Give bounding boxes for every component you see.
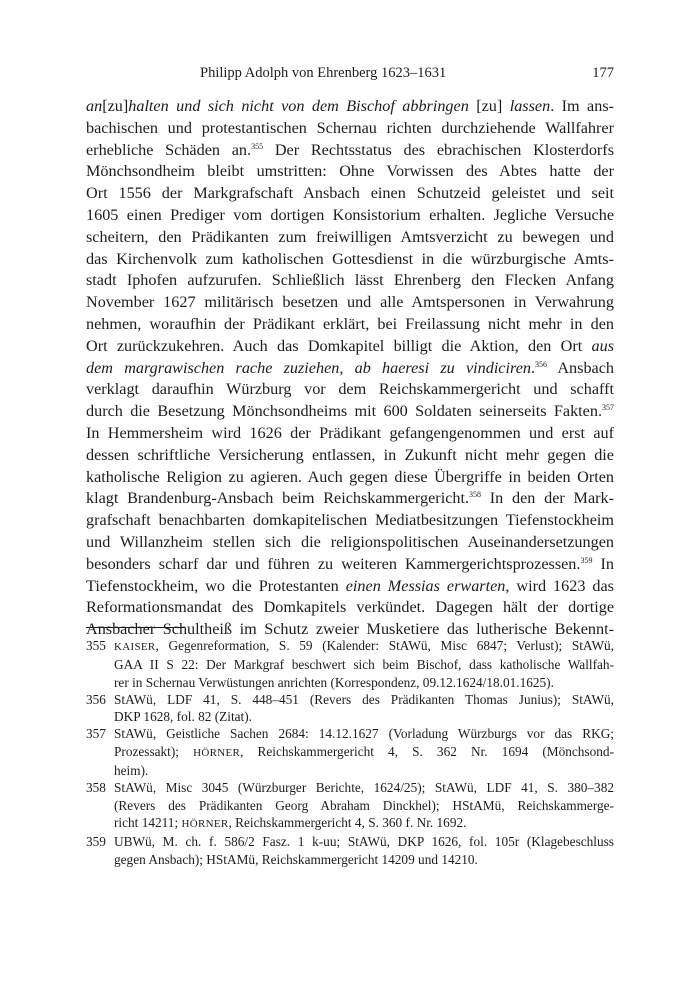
text-line: stadt Iphofen aufzurufen. Schließlich lässt Ehrenberg den Flecken Anfang [86, 271, 614, 290]
author-name: HÖRNER [181, 817, 229, 830]
footnote-number: 358 [86, 780, 106, 796]
text-line: Mönchsondheim bleibt umstritten: Ohne Vorwissen des Abtes hatte der [86, 162, 614, 181]
footnote-number: 355 [86, 638, 106, 653]
footnote-line [114, 779, 614, 796]
footnote-ref: 359 [580, 555, 593, 565]
footnote [86, 779, 614, 833]
footnote-text: Prozessakt); [114, 743, 194, 759]
footnote-text: , Reichskammergericht 4, S. 362 Nr. 1694 (Mönchsond- [240, 743, 614, 759]
footnote-line [114, 674, 614, 691]
text-line: scheitern, den Prädikanten zum freiwilligen Amtsverzicht zu bewegen und [86, 227, 614, 246]
footnote-text: DKP 1628, fol. 82 (Zitat). [114, 709, 253, 725]
main-text [86, 96, 614, 641]
text-line: dem margrawischen rache zuziehen, ab haeresi zu vindiciren.$^{356}$ Ansbach [86, 358, 615, 377]
text-line: durch die Besetzung Mönchsondheims mit 600 Soldaten seinerseits Fakten.$^{357}$ [86, 402, 614, 421]
footnote-line [114, 637, 614, 656]
footnote-line [114, 708, 614, 725]
footnote-separator [86, 627, 184, 628]
text-line: In Hemmersheim wird 1626 der Prädikant gefangengenommen und erst auf [86, 423, 614, 442]
footnote-text: heim). [114, 763, 149, 779]
text-segment: [zu] [102, 97, 129, 115]
footnote-line [114, 797, 614, 814]
text-line: katholische Religion zu agieren. Auch gegen diese Übergriffe in beiden Orten [86, 467, 614, 486]
text-line: 1605 einen Prediger vom dortigen Konsistorium erhalten. Jegliche Versuche [86, 205, 614, 224]
text-line: Reformationsmandat des Domkapitels verkündet. Dagegen hält der dortige [86, 598, 614, 617]
quotation: lassen [509, 97, 551, 115]
footnote-line [114, 814, 614, 833]
footnote [86, 725, 614, 779]
quotation: halten und sich nicht von dem Bischof abbringen [128, 97, 469, 115]
text-line: Ansbacher Schultheiß im Schutz zweier Musketiere das lutherische Bekennt- [86, 620, 614, 639]
text-line: November 1627 militärisch besetzen und alle Amtspersonen in Verwahrung [86, 293, 614, 312]
running-title: Philipp Adolph von Ehrenberg 1623–1631 [200, 65, 447, 81]
quotation: dem margrawischen rache zuziehen, ab haeresi zu vindiciren [86, 358, 531, 377]
text-line: nehmen, woraufhin der Prädikant erklärt, bei Freilassung nicht mehr in den [86, 314, 614, 333]
text-line: und Willanzheim stellen sich die religionspolitischen Auseinandersetzungen [86, 532, 614, 551]
text-line: Ort 1556 der Markgrafschaft Ansbach einen Schutzeid geleistet und seit [86, 184, 614, 203]
footnote-text: StAWü, Geistliche Sachen 2684: 14.12.1627 (Vorladung Würzburgs vor das RKG; [114, 726, 614, 742]
footnote-line [114, 762, 614, 779]
quotation: aus [591, 336, 614, 355]
footnote-ref: 357 [602, 403, 614, 413]
footnotes [86, 637, 614, 868]
text-line: dessen schriftliche Versicherung entlassen, in Zukunft nicht mehr gegen die [86, 445, 614, 464]
text-line: das Kirchenvolk zum katholischen Gottesdienst in die würzburgische Amts- [86, 249, 614, 268]
page-number: 177 [592, 65, 614, 81]
text-line: erhebliche Schäden an.$^{355}$ Der Rechtsstatus des ebrachischen Klosterdorfs [86, 140, 614, 159]
footnote-text: , Reichskammergericht 4, S. 360 f. Nr. 1692. [228, 814, 467, 830]
text-line: verklagt daraufhin Würzburg vor dem Reichskammergericht und schafft [86, 380, 614, 399]
footnote-number: 357 [86, 726, 106, 742]
footnote-text: StAWü, LDF 41, S. 448–451 (Revers des Prädikanten Thomas Junius); StAWü, [114, 691, 614, 707]
footnote-line [114, 833, 614, 850]
text-segment: [zu] [468, 97, 510, 115]
footnote-line [114, 691, 614, 708]
footnote [86, 833, 614, 868]
footnote-ref: 358 [469, 490, 482, 500]
footnote-text: GAA II S 22: Der Markgraf beschwert sich beim Bischof, dass katholische Wallfah- [114, 657, 614, 673]
footnote-line [114, 743, 614, 762]
quotation: einen Messias erwarten [345, 576, 506, 595]
text-line: besonders scharf dar und führen zu weiteren Kammergerichtsprozessen.$^{359}$ In [86, 554, 615, 573]
footnote [86, 691, 614, 726]
author-name: KAISER [114, 641, 156, 653]
footnote-text: gegen Ansbach); HStAMü, Reichskammergericht 14209 und 14210. [114, 851, 478, 867]
quotation: an [86, 97, 103, 115]
footnote-text: StAWü, Misc 3045 (Würzburger Berichte, 1624/25); StAWü, LDF 41, S. 380–382 [114, 780, 614, 796]
running-header [86, 62, 614, 84]
text-line [86, 96, 614, 118]
footnote-line [114, 851, 614, 868]
footnote-text: rer in Schernau Verwüstungen anrichten (Korrespondenz, 09.12.1624/18.01.1625). [114, 674, 554, 690]
footnote-text: UBWü, M. ch. f. 586/2 Fasz. 1 k-uu; StAWü, DKP 1626, fol. 105r (Klagebeschluss [114, 834, 614, 850]
footnote-ref: 356 [535, 359, 548, 369]
footnote-ref: 355 [251, 141, 264, 151]
footnote-line [114, 725, 614, 742]
text-line: Ort zurückzukehren. Auch das Domkapitel billigt die Aktion, den Ort aus [86, 336, 614, 355]
author-name: HÖRNER [193, 746, 241, 759]
text-segment: . Im ans- [550, 97, 615, 115]
text-line: klagt Brandenburg-Ansbach beim Reichskammergericht.$^{358}$ In den der Mark- [86, 489, 615, 508]
footnote-line [114, 656, 614, 673]
footnote-text: (Revers des Prädikanten Georg Abraham Dinckhel); HStAMü, Reichskammerge- [114, 797, 614, 813]
text-line: grafschaft benachbarten domkapitelischen Mediatbesitzungen Tiefenstockheim [86, 511, 614, 530]
footnote-text: richt 14211; [114, 814, 182, 830]
footnote-number: 356 [86, 691, 106, 707]
text-line: Tiefenstockheim, wo die Protestanten einen Messias erwarten, wird 1623 das [86, 576, 614, 595]
footnote-text: , Gegenreformation, S. 59 (Kalender: StAWü, Misc 6847; Verlust); StAWü, [155, 638, 614, 653]
footnote [86, 637, 614, 691]
footnote-number: 359 [86, 834, 106, 850]
text-line: bachischen und protestantischen Schernau richten durchziehende Wallfahrer [86, 118, 614, 137]
